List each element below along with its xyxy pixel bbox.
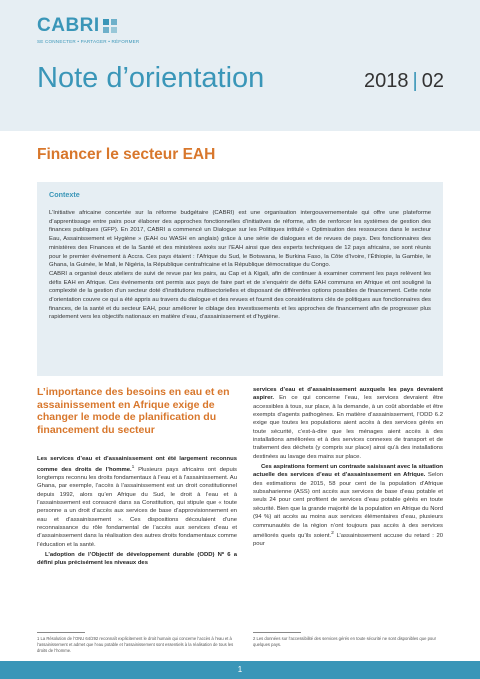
issue-id: 02 bbox=[421, 70, 444, 92]
body-paragraph bbox=[37, 455, 237, 549]
logo-mark-icon bbox=[103, 19, 117, 33]
paragraph-text: L’assainissement accuse du retard : 20 pour bbox=[253, 532, 443, 548]
section-heading: L’importance des besoins en eau et en assainissement en Afrique exige de changer le mode de planification du financement du secteur bbox=[37, 386, 230, 436]
issue-separator: | bbox=[412, 70, 418, 92]
page-footer bbox=[0, 661, 480, 679]
footnote-rule bbox=[253, 632, 301, 633]
cabri-logo bbox=[37, 15, 147, 44]
body-paragraph bbox=[37, 551, 237, 568]
context-paragraph: CABRI a organisé deux ateliers de suivi de revue par les pairs, au Cap et à Kigali, afin de continuer à examiner comment les pays relèvent les défis EAH en Afrique. Ces événements ont permis aux pays de faire part et de s’enquérir de défis EAH communs en Afrique et ont souligné la complexité de la gestion d’un secteur doté d’institutions multisectorielles et disposant de différentes options possibles de financement. Cette note d’orientation couvre ce qui a été appris au travers du dialogue et des revues et fournit des considérations clés de politiques aux fonctionnaires des finances, de la santé et du secteur EAH, pour améliorer le ciblage des investissements et les approches de financement afin de progresser plus rapidement vers les objectifs nationaux en matière d’eau, d’assainissement et d’hygiène. bbox=[49, 270, 431, 321]
context-heading: Contexte bbox=[49, 190, 80, 199]
logo-wordmark: CABRI bbox=[37, 15, 100, 36]
paragraph-text: En ce qui concerne l’eau, les services devraient être accessibles à tous, sur place, à la demande, à un coût abordable et être exempts d’agents pathogènes. En matière d’assainissement, l’ODD 6.2 exige que toutes les populations aient accès à des services gérés en toute sécurité, c’est-à-dire que les ménages aient accès à des installations améliorées et à des services connexes de transport et de traitement des déchets (y compris sur place) ainsi qu’à des installations destinées au lavage des mains sur place. bbox=[253, 395, 443, 460]
paragraph-text: Plusieurs pays africains ont depuis longtemps reconnu les droits fondamentaux à l’eau et à l’assainissement. Au Ghana, par exemple, l’accès à l’assainissement est un droit constitutionnel depuis 1992, alors qu’en Afrique du Sud, le droit à l’eau et à l’assainissement est consacré dans sa Constitution, qui stipule que « toute personne a un droit d’accès aux services de base d’approvisionnement en eau et d’assainissement ». Ces dispositions découlaient d’une reconnaissance du rôle fondamental de l’accès aux services d’eau et d’assainissement dans la réalisation des autres droits fondamentaux comme l’éducation et la santé. bbox=[37, 466, 237, 548]
lead-in: L’adoption de l’Objectif de développement durable (ODD) Nº 6 a défini plus précisément les niveaux des bbox=[37, 552, 237, 567]
document-title: Financer le secteur EAH bbox=[37, 146, 216, 163]
issue-number bbox=[364, 70, 444, 93]
logo-tagline: SE CONNECTER • PARTAGER • RÉFORMER bbox=[37, 39, 140, 44]
lead-in: Les services d’eau et d’assainissement ont été largement reconnus comme des droits de l’homme. bbox=[37, 456, 237, 473]
issue-year: 2018 bbox=[364, 70, 409, 92]
page-number: 1 bbox=[237, 665, 243, 674]
paragraph-text: Selon des estimations de 2015, 58 pour cent de la population d’Afrique subsaharienne (ASS) ont accès aux services de base d’eau potable et seuls 24 pour cent profitent de services d’eau potable gérés en toute sécurité. Bien que la grande majorité de la population en Afrique du Nord (94 %) ait accès au moins aux services élémentaires d’eau, plusieurs communautés de la région n’ont toujours pas accès à des services améliorés quels qu’ils soient. bbox=[253, 472, 444, 539]
footnote-2: 2 Les données sur l’accessibilité des services gérés en toute sécurité ne sont disponibles que pour quelques pays. bbox=[253, 636, 436, 647]
body-paragraph bbox=[253, 386, 443, 461]
context-box bbox=[37, 182, 443, 376]
right-column bbox=[253, 386, 443, 551]
context-body bbox=[49, 209, 431, 322]
lead-in: services d’eau et d’assainissement auxquels les pays devraient aspirer. bbox=[253, 387, 443, 402]
footnote-1: 1 La Résolution de l’ONU 64/292 reconnaît explicitement le droit humain qui concerne l’accès à l’eau et à l’assainissement et admet que l’eau potable et l’assainissement sont essentiels à la réalisation de tous les droits de l’homme. bbox=[37, 636, 234, 653]
document-type: Note d’orientation bbox=[37, 62, 265, 94]
page-header bbox=[0, 0, 480, 131]
footnote-ref: 2 bbox=[331, 530, 334, 536]
context-paragraph: L’Initiative africaine concertée sur la réforme budgétaire (CABRI) est une organisation intergouvernementale qui offre une plateforme d’apprentissage entre pairs pour élaborer des approches fonctionnelles d’initiatives de réforme, afin de renforcer les systèmes de gestion des finances publiques (GFP). En 2017, CABRI a commencé un Dialogue sur les Politiques intitulé « Optimisation des ressources dans le secteur Eau, Assainissement et Hygiène » (EAH ou WASH en anglais) grâce à une série de dialogues et de revues de pays. Des fonctionnaires des ministères des Finances et de la Santé et des ministères axés sur l’EAH ainsi que des experts techniques de 12 pays africains, se sont réunis pour le premier événement à Accra. Ces pays étaient : l’Afrique du Sud, le Botswana, le Burkina Faso, la Côte d’Ivoire, l’Éthiopie, la Gambie, le Ghana, la Guinée, le Mali, le Nigéria, la République centrafricaine et la République démocratique du Congo. bbox=[49, 210, 431, 269]
footnote-rule bbox=[37, 632, 85, 633]
footnote-ref: 1 bbox=[131, 464, 135, 470]
body-paragraph bbox=[253, 463, 443, 548]
left-column bbox=[37, 386, 237, 570]
lead-in: Ces aspirations forment un contraste saisissant avec la situation actuelle des services d’eau et d’assainissement en Afrique. bbox=[253, 464, 444, 479]
